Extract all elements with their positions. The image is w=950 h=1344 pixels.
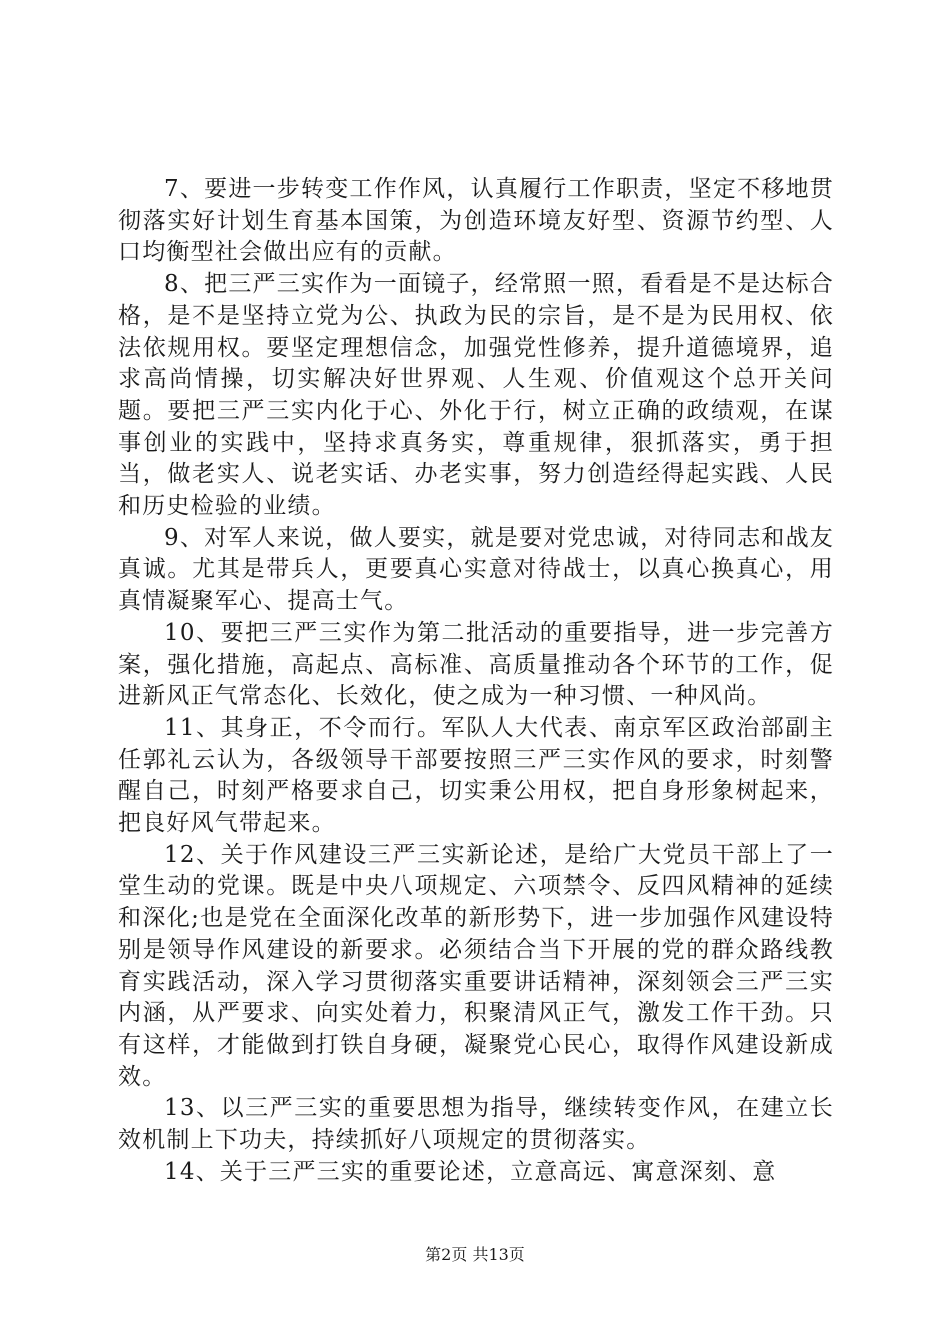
document-body [118,174,834,1189]
paragraph-9: 9、对军人来说，做人要实，就是要对党忠诚，对待同志和战友真诚。尤其是带兵人，更要真心实意对待战士，以真心换真心，用真情凝聚军心、提高士气。 [118,524,834,615]
paragraph-7: 7、要进一步转变工作作风，认真履行工作职责，坚定不移地贯彻落实好计划生育基本国策，为创造环境友好型、资源节约型、人口均衡型社会做出应有的贡献。 [118,176,834,266]
paragraph-11: 11、其身正，不令而行。军队人大代表、南京军区政治部副主任郭礼云认为，各级领导干部要按照三严三实作风的要求，时刻警醒自己，时刻严格要求自己，切实秉公用权，把自身形象树起来，把良好风气带起来。 [118,714,834,837]
paragraph-10: 10、要把三严三实作为第二批活动的重要指导，进一步完善方案，强化措施，高起点、高标准、高质量推动各个环节的工作，促进新风正气常态化、长效化，使之成为一种习惯、一种风尚。 [118,619,834,710]
page-footer: 第2页 共13页 [425,1245,525,1264]
paragraph-12: 12、关于作风建设三严三实新论述，是给广大党员干部上了一堂生动的党课。既是中央八项规定、六项禁令、反四风精神的延续和深化;也是党在全面深化改革的新形势下，进一步加强作风建设特别是领导作风建设的新要求。必须结合当下开展的党的群众路线教育实践活动，深入学习贯彻落实重要讲话精神，深刻领会三严三实内涵，从严要求、向实处着力，积聚清风正气，激发工作干劲。只有这样，才能做到打铁自身硬，凝聚党心民心，取得作风建设新成效。 [118,841,834,1090]
paragraph-8: 8、把三严三实作为一面镜子，经常照一照，看看是不是达标合格，是不是坚持立党为公、执政为民的宗旨，是不是为民用权、依法依规用权。要坚定理想信念，加强党性修养，提升道德境界，追求高尚情操，切实解决好世界观、人生观、价值观这个总开关问题。要把三严三实内化于心、外化于行，树立正确的政绩观，在谋事创业的实践中，坚持求真务实，尊重规律，狠抓落实，勇于担当，做老实人、说老实话、办老实事，努力创造经得起实践、人民和历史检验的业绩。 [118,271,834,520]
paragraph-13: 13、以三严三实的重要思想为指导，继续转变作风，在建立长效机制上下功夫，持续抓好八项规定的贯彻落实。 [118,1095,834,1154]
paragraph-14: 14、关于三严三实的重要论述，立意高远、寓意深刻、意 [164,1158,777,1185]
